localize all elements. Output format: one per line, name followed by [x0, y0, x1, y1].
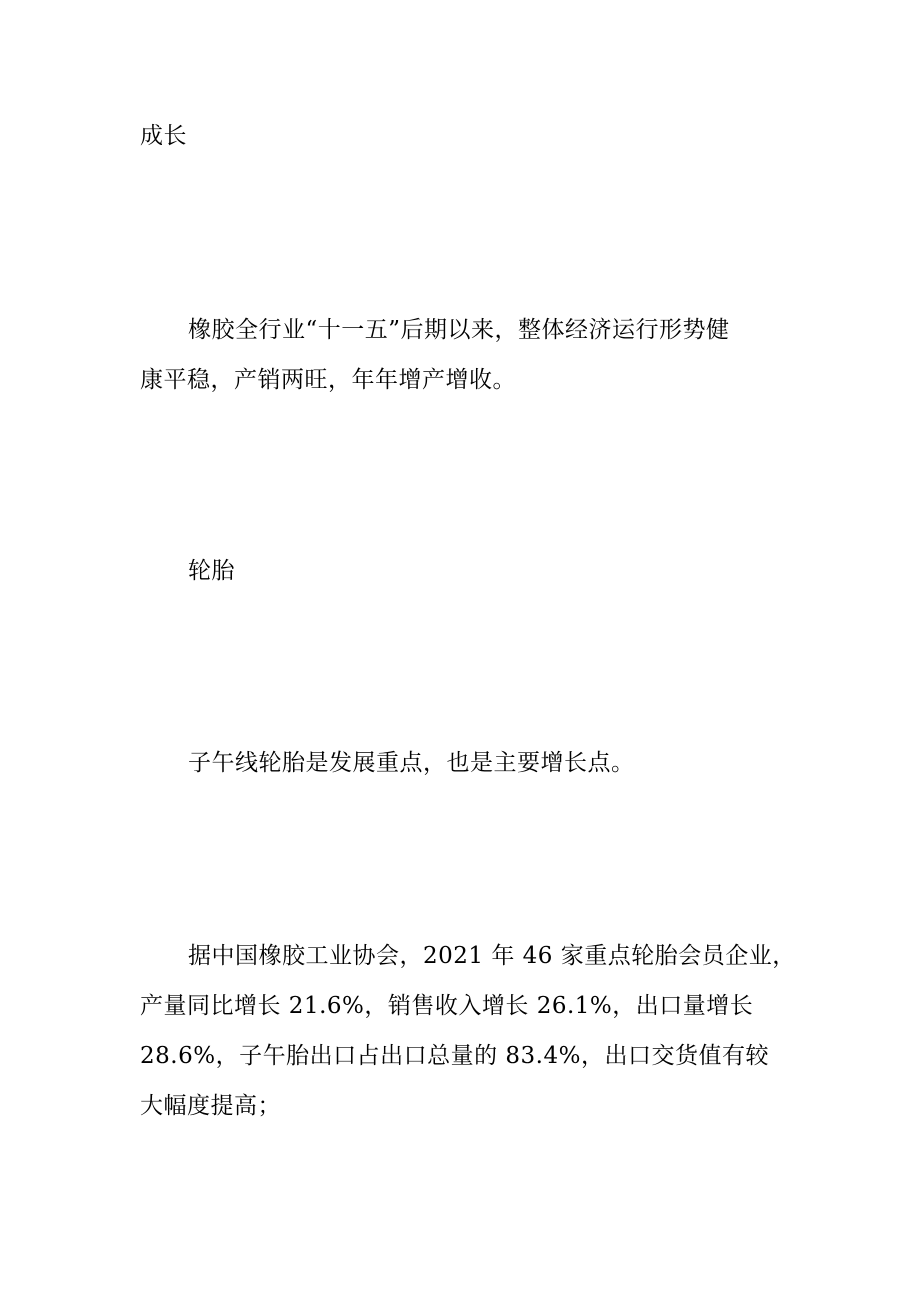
paragraph-line: 子午线轮胎是发展重点，也是主要增长点。 [188, 750, 635, 776]
subheading-text: 轮胎 [188, 558, 235, 584]
paragraph-line: 大幅度提高； [140, 1093, 281, 1119]
paragraph-line: 橡胶全行业“十一五”后期以来，整体经济运行形势健 [188, 317, 730, 343]
subheading-tires [140, 546, 790, 596]
heading-tail-text: 成长 [140, 123, 187, 149]
paragraph-line: 康平稳，产销两旺，年年增产增收。 [140, 367, 516, 393]
paragraph-industry-overview [140, 305, 790, 405]
paragraph-line: 产量同比增长 21.6%，销售收入增长 26.1%，出口量增长 [140, 993, 754, 1019]
paragraph-line: 据中国橡胶工业协会，2021 年 46 家重点轮胎会员企业， [188, 943, 796, 969]
paragraph-radial-tires [140, 738, 790, 788]
paragraph-statistics [140, 931, 796, 1131]
heading-tail [140, 111, 790, 161]
paragraph-line: 28.6%，子午胎出口占出口总量的 83.4%，出口交货值有较 [140, 1043, 769, 1069]
